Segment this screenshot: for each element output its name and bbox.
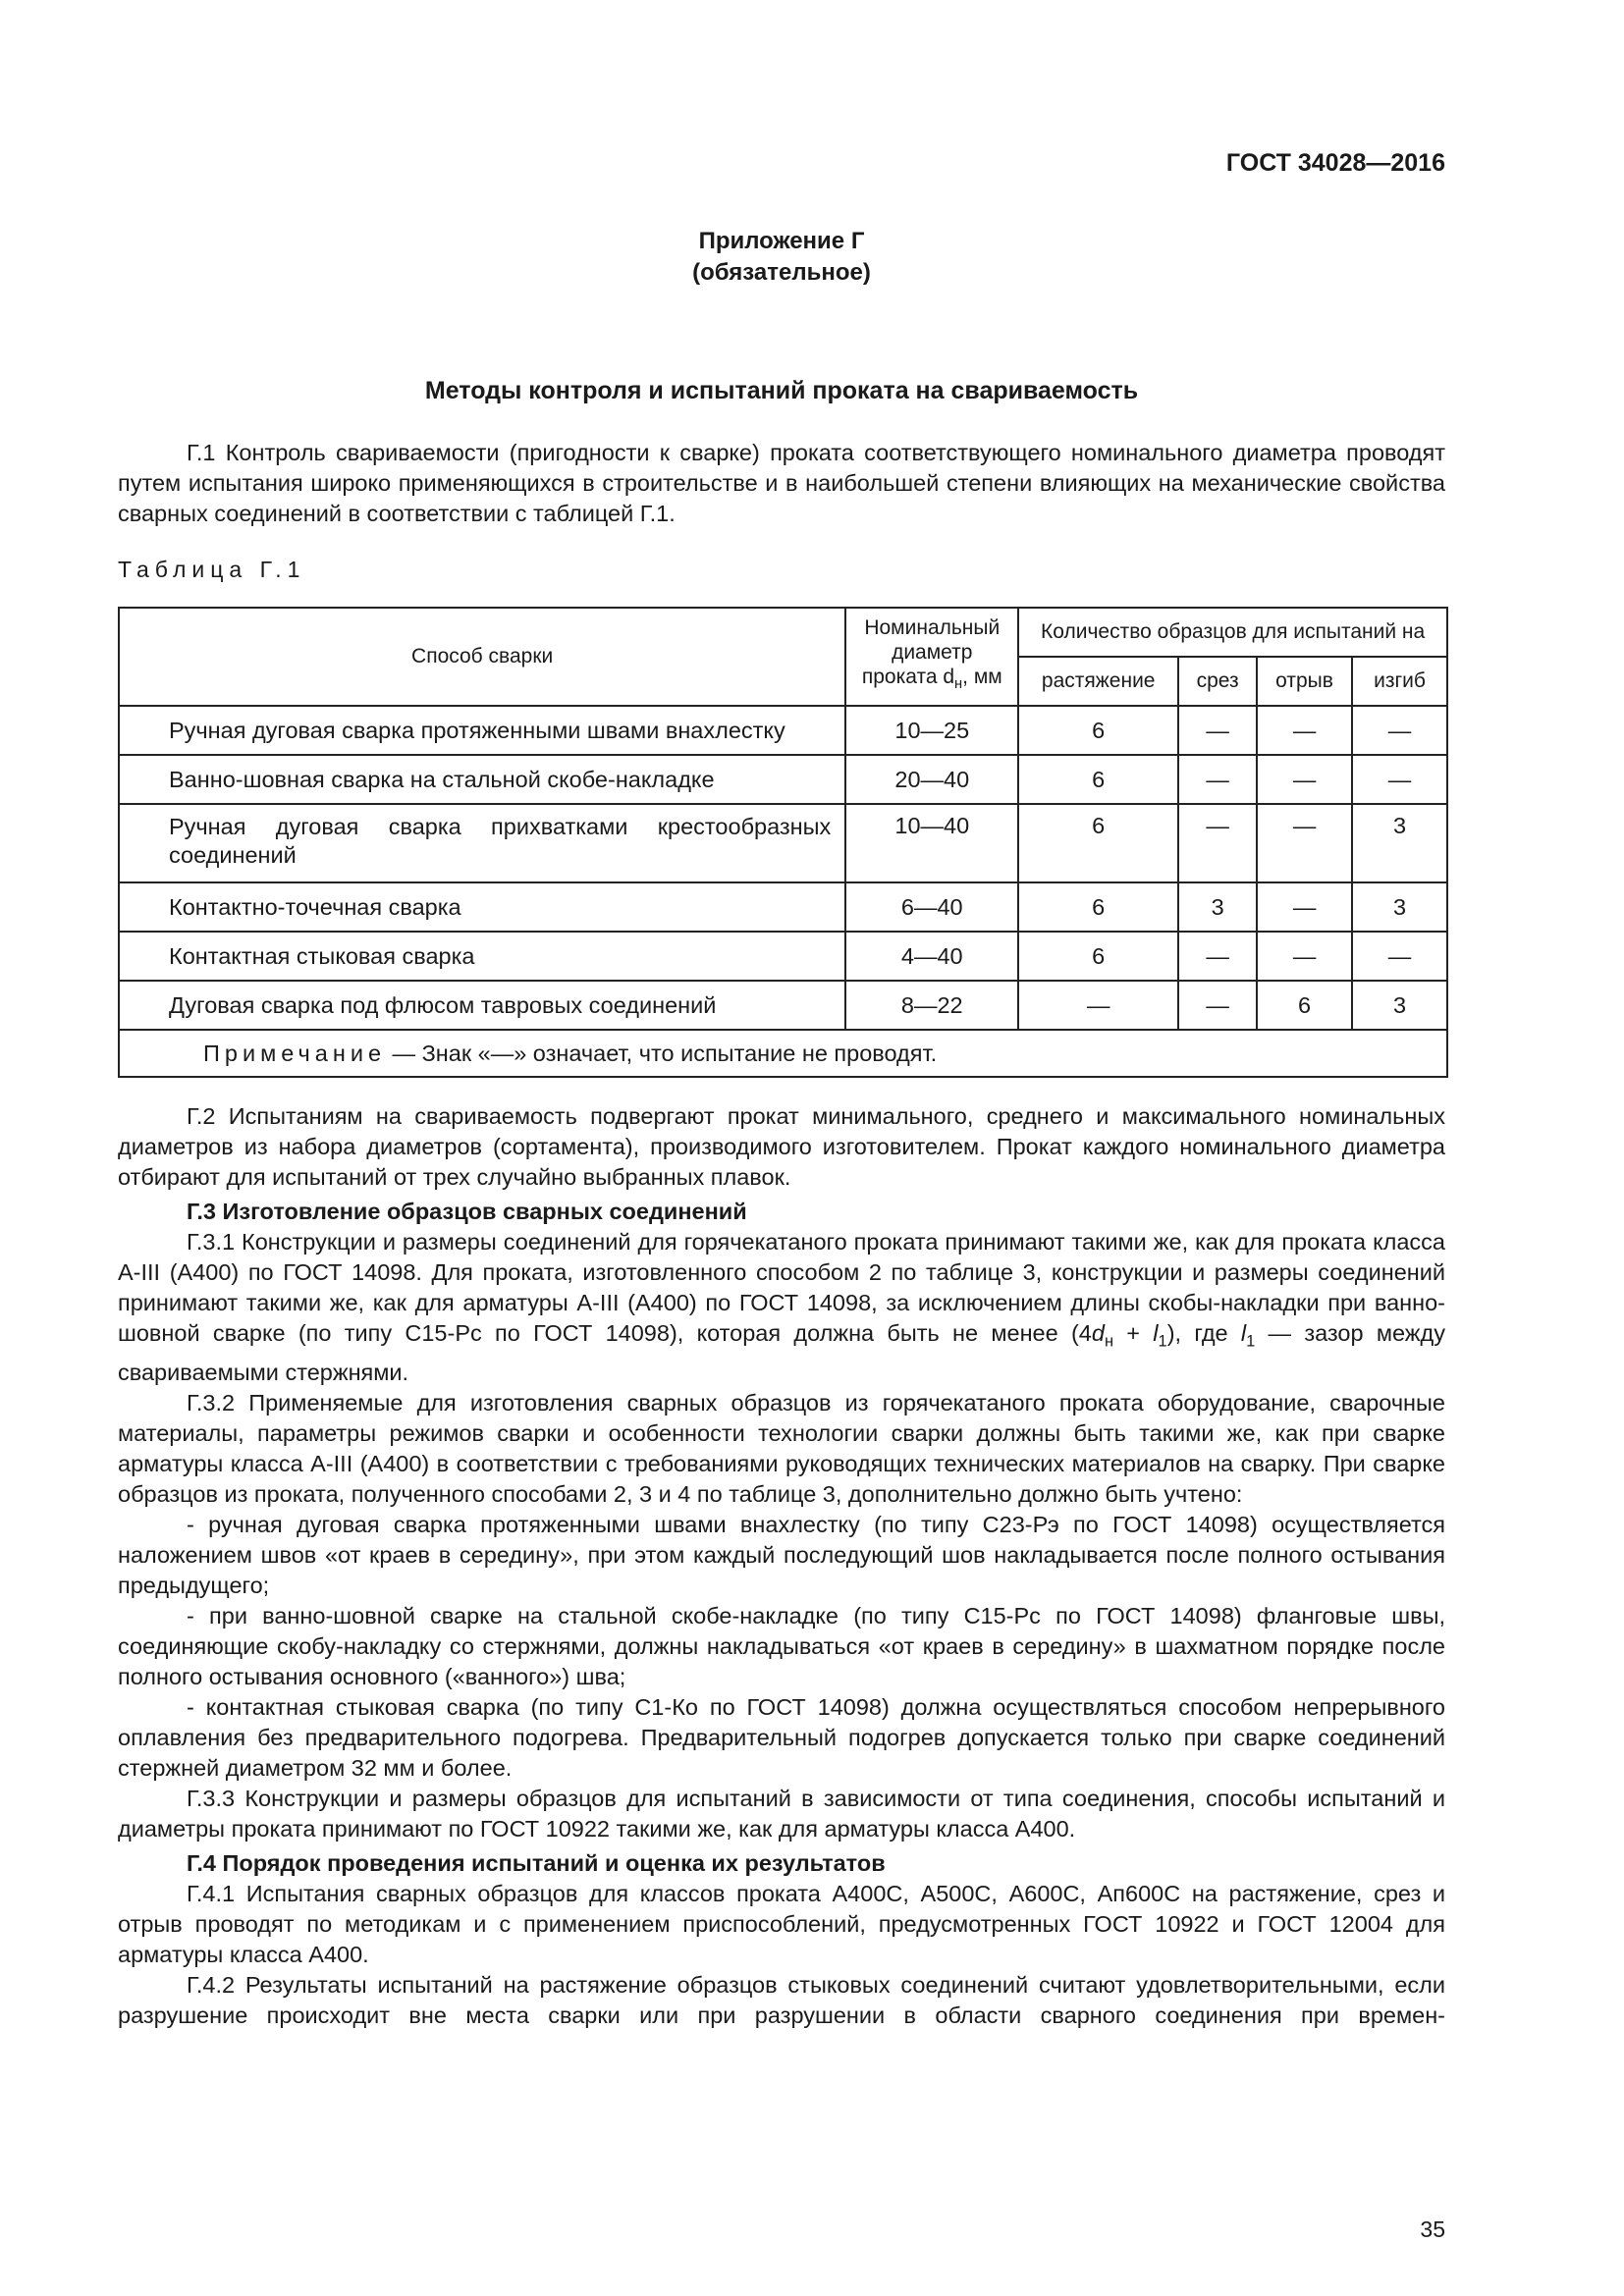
cell-shear: — — [1178, 706, 1257, 755]
header-pull: отрыв — [1257, 657, 1352, 706]
cell-tension: — — [1018, 981, 1178, 1030]
cell-bend: 3 — [1352, 882, 1447, 932]
cell-pull: — — [1257, 755, 1352, 804]
cell-pull: — — [1257, 706, 1352, 755]
header-diameter-unit: , мм — [962, 666, 1002, 689]
table-header-row — [119, 608, 1447, 657]
heading-g3: Г.3 Изготовление образцов сварных соединений — [187, 1199, 747, 1224]
header-diameter — [845, 608, 1018, 706]
cell-bend: 3 — [1352, 804, 1447, 882]
cell-tension: 6 — [1018, 755, 1178, 804]
page-number: 35 — [1420, 2216, 1445, 2242]
paragraph-g31 — [118, 1227, 1445, 1388]
appendix-title: Приложение Г — [698, 228, 865, 254]
table-caption: Таблица Г.1 — [118, 557, 306, 582]
cell-bend: — — [1352, 932, 1447, 981]
cell-method: Дуговая сварка под флюсом тавровых соединений — [119, 981, 845, 1030]
cell-method: Контактная стыковая сварка — [119, 932, 845, 981]
standard-number: ГОСТ 34028—2016 — [1225, 149, 1445, 177]
cell-shear: — — [1178, 932, 1257, 981]
cell-shear: 3 — [1178, 882, 1257, 932]
table-row — [119, 932, 1447, 981]
header-diameter-line2: диаметр — [892, 641, 973, 665]
header-shear: срез — [1178, 657, 1257, 706]
cell-diameter: 10—40 — [845, 804, 1018, 882]
paragraph-g32: Г.3.2 Применяемые для изготовления сварных образцов из горячекатаного проката оборудование, сварочные материалы, параметры режимов сварки и особенности технологии сварки должны быть такими же, как при сварке арматуры класса A-III (А400) в соответствии с требованиями руководящих технических материалов на сварку. При сварке образцов из проката, полученного способами 2, 3 и 4 по таблице 3, дополнительно должно быть учтено: — [118, 1389, 1445, 1507]
list-item: - при ванно-шовной сварке на стальной скобе-накладке (по типу С15-Рс по ГОСТ 14098) фланговые швы, соединяющие скобу-накладку со стержнями, должны накладываться «от краев в середину» в шахматном порядке после полного остывания основного («ванного») шва; — [118, 1602, 1445, 1689]
cell-diameter: 8—22 — [845, 981, 1018, 1030]
note-label: Примечание — [203, 1040, 387, 1066]
body-text — [118, 1101, 1445, 2031]
g31-d: d — [1091, 1320, 1105, 1346]
heading-g4: Г.4 Порядок проведения испытаний и оценка их результатов — [187, 1849, 886, 1876]
table-row — [119, 804, 1447, 882]
cell-pull: — — [1257, 932, 1352, 981]
cell-method: Контактно-точечная сварка — [119, 882, 845, 932]
g31-l2-sub: 1 — [1246, 1332, 1256, 1351]
g31-plus: + — [1113, 1320, 1154, 1346]
cell-pull: — — [1257, 804, 1352, 882]
header-diameter-line1: Номинальный — [864, 616, 1001, 640]
paragraph-g1 — [118, 438, 1445, 529]
cell-tension: 6 — [1018, 882, 1178, 932]
cell-diameter: 4—40 — [845, 932, 1018, 981]
g31-part-c: — зазор между свариваемыми стержнями. — [118, 1320, 1445, 1385]
g31-l2: l — [1240, 1320, 1247, 1346]
header-method: Способ сварки — [119, 608, 845, 706]
header-count: Количество образцов для испытаний на — [1018, 608, 1447, 657]
cell-diameter: 20—40 — [845, 755, 1018, 804]
header-bend: изгиб — [1352, 657, 1447, 706]
paragraph-g41: Г.4.1 Испытания сварных образцов для классов проката А400С, А500С, А600С, Ап600С на растяжение, срез и отрыв проводят по методикам и с применением приспособлений, предусмотренных ГОСТ 10922 и ГОСТ 12004 для арматуры класса А400. — [118, 1880, 1445, 1967]
note-text: — Знак «—» означает, что испытание не проводят. — [386, 1040, 938, 1066]
g31-l-sub: 1 — [1158, 1332, 1167, 1351]
cell-diameter: 10—25 — [845, 706, 1018, 755]
cell-diameter: 6—40 — [845, 882, 1018, 932]
list-item: - контактная стыковая сварка (по типу С1-Ко по ГОСТ 14098) должна осуществляться способом непрерывного оплавления без предварительного подогрева. Предварительный подогрев допускается только при сварке соединений стержней диаметром 32 мм и более. — [118, 1693, 1445, 1781]
g31-part-b: ), где — [1166, 1320, 1241, 1346]
cell-bend: — — [1352, 755, 1447, 804]
appendix-status: (обязательное) — [692, 259, 871, 286]
welding-tests-table — [118, 607, 1448, 1078]
cell-bend: 3 — [1352, 981, 1447, 1030]
g31-part-a: Г.3.1 Конструкции и размеры соединений для горячекатаного проката принимают такими же, как для проката класса A-III (А400) по ГОСТ 14098. Для проката, изготовленного способом 2 по таблице 3, конструкции и размеры соединений принимают такими же, как для арматуры A-III (А400) по ГОСТ 14098, за исключением длины скобы-накладки при ванно-шовной сварке (по типу С15-Рс по ГОСТ 14098), которая должна быть не менее (4 — [118, 1229, 1445, 1346]
header-diameter-line3: проката d — [861, 666, 955, 689]
cell-method: Ручная дуговая сварка протяженными швами внахлестку — [119, 706, 845, 755]
paragraph-g33: Г.3.3 Конструкции и размеры образцов для испытаний в зависимости от типа соединения, способы испытаний и диаметры проката принимают по ГОСТ 10922 такими же, как для арматуры класса А400. — [118, 1785, 1445, 1842]
cell-tension: 6 — [1018, 804, 1178, 882]
cell-shear: — — [1178, 981, 1257, 1030]
cell-shear: — — [1178, 755, 1257, 804]
table-row — [119, 755, 1447, 804]
table-row — [119, 882, 1447, 932]
header-diameter-sub: н — [954, 676, 963, 693]
table-row — [119, 706, 1447, 755]
paragraph-g42: Г.4.2 Результаты испытаний на растяжение образцов стыковых соединений считают удовлетворительными, если разрушение происходит вне места сварки или при разрушении в области сварного соединения при времен- — [118, 1971, 1445, 2028]
cell-pull: 6 — [1257, 981, 1352, 1030]
cell-tension: 6 — [1018, 706, 1178, 755]
paragraph-g2: Г.2 Испытаниям на свариваемость подвергают прокат минимального, среднего и максимального номинальных диаметров из набора диаметров (сортамента), производимого изготовителем. Прокат каждого номинального диаметра отбирают для испытаний от трех случайно выбранных плавок. — [118, 1103, 1445, 1190]
header-tension: растяжение — [1018, 657, 1178, 706]
g31-l: l — [1153, 1320, 1159, 1346]
cell-tension: 6 — [1018, 932, 1178, 981]
table-note-row — [119, 1030, 1447, 1077]
cell-pull: — — [1257, 882, 1352, 932]
list-item: - ручная дуговая сварка протяженными швами внахлестку (по типу С23-Рэ по ГОСТ 14098) осуществляется наложением швов «от краев в середину», при этом каждый последующий шов накладывается после полного остывания предыдущего; — [118, 1511, 1445, 1598]
paragraph-g1-text: Г.1 Контроль свариваемости (пригодности к сварке) проката соответствующего номинального диаметра проводят путем испытания широко применяющихся в строительстве и в наибольшей степени влияющих на механические свойства сварных соединений в соответствии с таблицей Г.1. — [118, 440, 1445, 526]
cell-method: Ванно-шовная сварка на стальной скобе-накладке — [119, 755, 845, 804]
g31-d-sub: н — [1104, 1332, 1114, 1351]
table-row — [119, 981, 1447, 1030]
table-note — [119, 1030, 1447, 1077]
cell-shear: — — [1178, 804, 1257, 882]
cell-method: Ручная дуговая сварка прихватками крестообразных соединений — [119, 804, 845, 882]
section-title: Методы контроля и испытаний проката на свариваемость — [424, 377, 1139, 404]
cell-bend: — — [1352, 706, 1447, 755]
